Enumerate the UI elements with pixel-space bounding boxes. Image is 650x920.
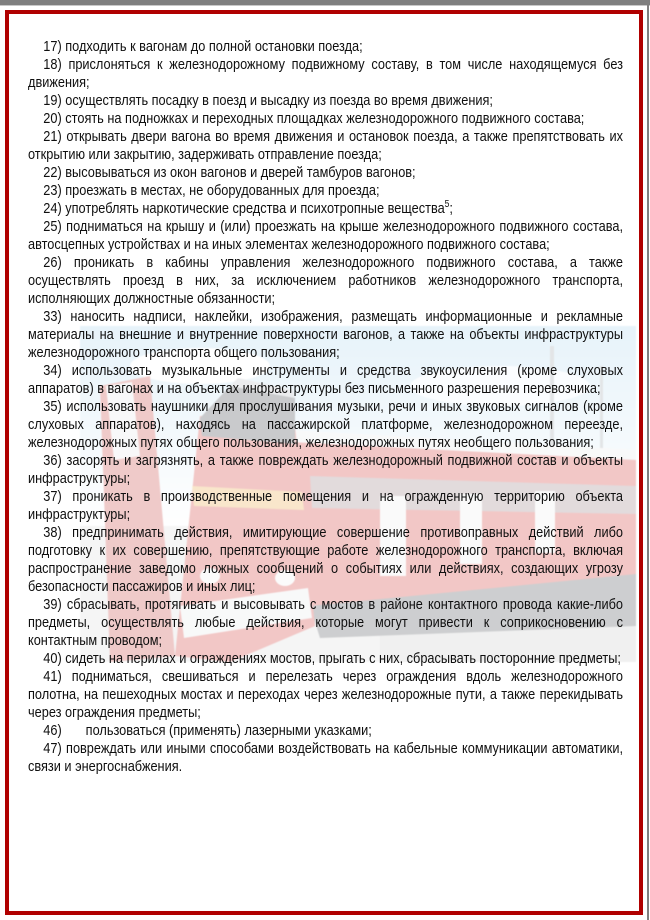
item-text: прислоняться к железнодорожному подвижному составу, в том числе находящемуся без движения; [28,56,623,91]
list-item [28,650,623,668]
item-number: 37) [43,488,62,505]
window-right-edge [647,0,649,920]
list-item [28,128,623,164]
item-text: употреблять наркотические средства и психотропные вещества [65,200,445,217]
list-item [28,398,623,452]
list-item [28,308,623,362]
item-text: стоять на подножках и переходных площадках железнодорожного подвижного состава; [65,110,585,127]
item-number: 33) [43,308,62,325]
item-number: 20) [43,110,62,127]
item-number: 36) [43,452,62,469]
item-text: наносить надписи, наклейки, изображения, размещать информационные и рекламные материалы на внешние и внутренние поверхности вагонов, а также на объекты инфраструктуры железнодорожного транспорта общего пользования; [28,308,624,361]
item-number: 47) [43,740,62,757]
list-item [28,56,623,92]
item-text: сбрасывать, протягивать и высовывать с мостов в районе контактного провода какие-либо предметы, осуществлять любые действия, которые могут привести к соприкосновению с контактным проводом; [28,596,623,649]
list-item [28,92,623,110]
item-number: 26) [43,254,62,271]
rules-list [28,38,623,776]
item-text: подниматься, свешиваться и перелезать через ограждения вдоль железнодорожного полотна, на пешеходных мостах и переходах через железнодорожные пути, а также перекидывать через ограждения предметы; [28,668,624,721]
item-number: 25) [43,218,62,235]
item-number: 41) [43,668,62,685]
item-number: 40) [43,650,62,667]
item-text: подниматься на крышу и (или) проезжать на крыше железнодорожного подвижного состава, автосцепных устройствах и на иных элементах железнодорожного подвижного состава; [28,218,623,253]
list-item [28,200,623,218]
item-text: пользоваться (применять) лазерными указками; [85,722,372,739]
list-item [28,254,623,308]
item-text: открывать двери вагона во время движения и остановок поезда, а также препятствовать их открытию или закрытию, задерживать отправление поезда; [28,128,623,163]
item-number: 35) [43,398,62,415]
window-top-edge [0,0,650,6]
list-item [28,722,623,740]
item-number: 38) [43,524,62,541]
item-number: 21) [43,128,62,145]
item-number: 46) [43,722,62,739]
list-item [28,110,623,128]
item-text: проезжать в местах, не оборудованных для проезда; [65,182,380,199]
list-item [28,218,623,254]
list-item [28,596,623,650]
item-number: 17) [43,38,62,55]
item-number: 22) [43,164,62,181]
item-text: засорять и загрязнять, а также повреждать железнодорожный подвижной состав и объекты инфраструктуры; [28,452,624,487]
item-text: сидеть на перилах и ограждениях мостов, прыгать с них, сбрасывать посторонние предметы; [65,650,621,667]
item-text: использовать наушники для прослушивания музыки, речи и иных звуковых сигналов (кроме слуховых аппаратов), находясь на пассажирской платформе, железнодорожном переезде, железнодорожных путях общего пользования, железнодорожных путях необщего пользования; [28,398,624,451]
item-text: повреждать или иными способами воздействовать на кабельные коммуникации автоматики, связи и энергоснабжения. [28,740,624,775]
item-text: осуществлять посадку в поезд и высадку из поезда во время движения; [65,92,493,109]
item-text: высовываться из окон вагонов и дверей тамбуров вагонов; [65,164,416,181]
item-number: 23) [43,182,62,199]
list-item [28,182,623,200]
list-item [28,362,623,398]
item-tail: ; [449,200,453,217]
item-text: проникать в кабины управления железнодорожного подвижного состава, а также осуществлять проезд в них, за исключением работников железнодорожного транспорта, исполняющих должностные обязанности; [28,254,623,307]
list-item [28,524,623,596]
item-number: 34) [43,362,62,379]
list-item [28,164,623,182]
item-number: 19) [43,92,62,109]
item-text: подходить к вагонам до полной остановки поезда; [65,38,363,55]
list-item [28,740,623,776]
item-number: 39) [43,596,62,613]
item-footnote-ref: 5 [444,199,450,210]
list-item [28,38,623,56]
item-number: 24) [43,200,62,217]
item-text: предпринимать действия, имитирующие совершение противоправных действий либо подготовку к их совершению, препятствующие работе железнодорожного транспорта, включая распространение заведомо ложных сообщений о событиях или действиях, создающих угрозу безопасности пассажиров и иных лиц; [28,524,624,595]
item-number: 18) [43,56,62,73]
list-item [28,452,623,488]
list-item [28,668,623,722]
list-item [28,488,623,524]
item-text: использовать музыкальные инструменты и средства звукоусиления (кроме слуховых аппаратов) в вагонах и на объектах инфраструктуры без письменного разрешения перевозчика; [28,362,623,397]
item-text: проникать в производственные помещения и на огражденную территорию объекта инфраструктуры; [28,488,624,523]
